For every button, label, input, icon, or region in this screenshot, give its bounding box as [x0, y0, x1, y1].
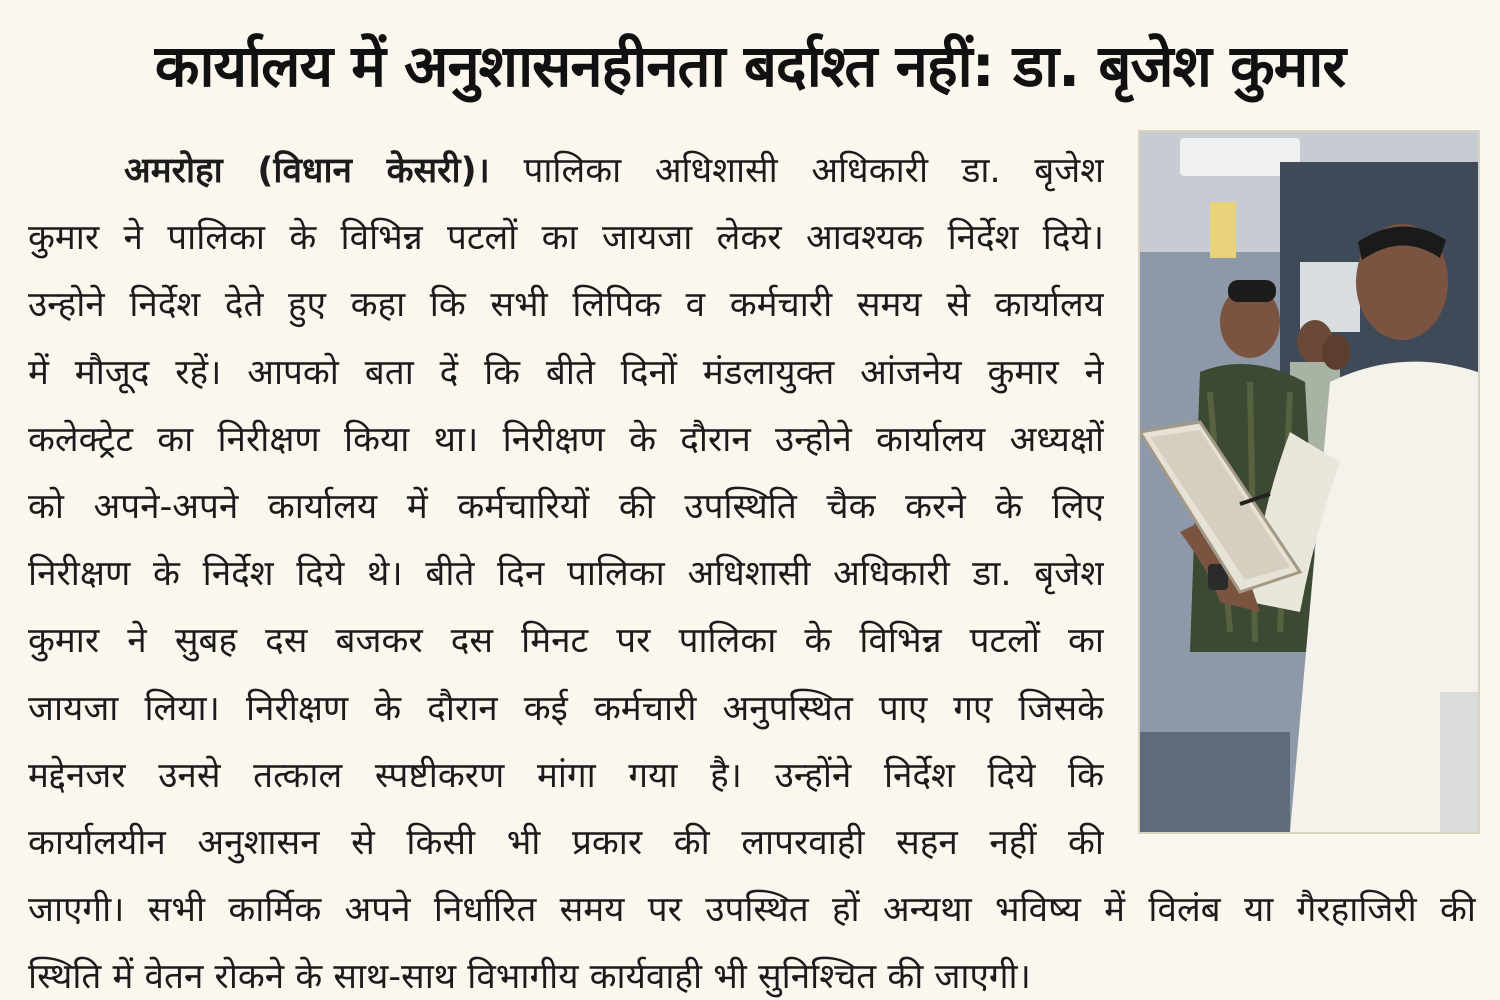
- article-line: जायजा लिया। निरीक्षण के दौरान कई कर्मचारी अनुपस्थित पाए गए जिसके: [28, 688, 1104, 729]
- article-line: को अपने-अपने कार्यालय में कर्मचारियों की उपस्थिति चैक करने के लिए: [28, 486, 1104, 527]
- article-line: कार्यालयीन अनुशासन से किसी भी प्रकार की लापरवाही सहन नहीं की: [28, 822, 1104, 863]
- article-dateline: अमरोहा (विधान केसरी)।: [124, 151, 490, 191]
- article-line: जाएगी। सभी कार्मिक अपने निर्धारित समय पर उपस्थित हों अन्यथा भविष्य में विलंब या गैरहाजिरी की: [28, 890, 1476, 931]
- article-line: कुमार ने पालिका के विभिन्न पटलों का जायजा लेकर आवश्यक निर्देश दिये।: [28, 218, 1104, 259]
- article-line: मद्देनजर उनसे तत्काल स्पष्टीकरण मांगा गया है। उन्होंने निर्देश दिये कि: [28, 755, 1104, 796]
- article-line: में मौजूद रहें। आपको बता दें कि बीते दिनों मंडलायुक्त आंजनेय कुमार ने: [28, 352, 1104, 393]
- article-line: उन्होने निर्देश देते हुए कहा कि सभी लिपिक व कर्मचारी समय से कार्यालय: [28, 285, 1104, 326]
- article-line: कलेक्ट्रेट का निरीक्षण किया था। निरीक्षण के दौरान उन्होने कार्यालय अध्यक्षों: [28, 419, 1104, 460]
- article-body: [28, 138, 1478, 1000]
- article-line: अमरोहा (विधान केसरी)। पालिका अधिशासी अधिकारी डा. बृजेश: [28, 138, 1104, 205]
- article-line: निरीक्षण के निर्देश दिये थे। बीते दिन पालिका अधिशासी अधिकारी डा. बृजेश: [28, 554, 1104, 595]
- article-line: कुमार ने सुबह दस बजकर दस मिनट पर पालिका के विभिन्न पटलों का: [28, 621, 1104, 662]
- article-headline: कार्यालय में अनुशासनहीनता बर्दाश्त नहीं: डा. बृजेश कुमार: [154, 32, 1346, 100]
- article-line: स्थिति में वेतन रोकने के साथ-साथ विभागीय कार्यवाही भी सुनिश्चित की जाएगी।: [28, 957, 1031, 998]
